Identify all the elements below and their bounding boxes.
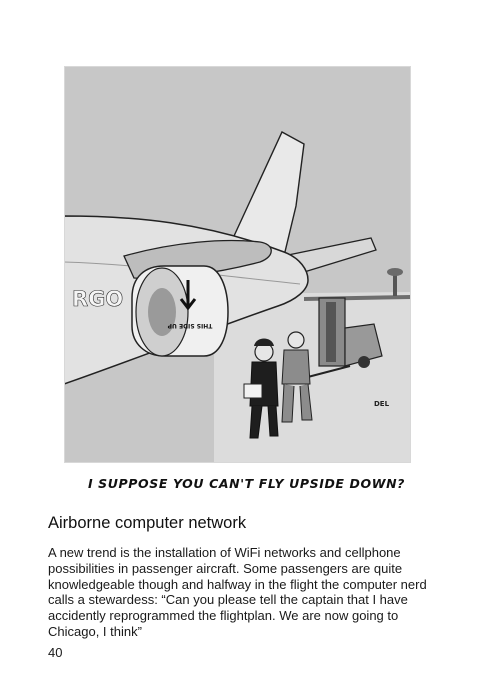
- worker-head: [288, 332, 304, 348]
- page-number: 40: [48, 645, 63, 660]
- artist-signature: DEL: [374, 400, 390, 408]
- body-paragraph: [48, 545, 453, 640]
- body-line: calls a stewardess: “Can you please tell the captain that I have: [48, 592, 408, 608]
- cartoon-illustration: [64, 66, 411, 463]
- cartoon-caption: I SUPPOSE YOU CAN'T FLY UPSIDE DOWN?: [87, 476, 406, 491]
- body-line: possibilities in passenger aircraft. Some passengers are quite: [48, 560, 403, 576]
- engine-label: THIS SIDE UP: [167, 322, 213, 329]
- cartoon-svg: [64, 66, 411, 463]
- body-line: knowledgeable though and halfway in the flight the computer nerd: [48, 576, 427, 592]
- body-line: accidently reprogrammed the flightplan. We are now going to: [48, 608, 399, 624]
- worker-torso: [282, 350, 310, 384]
- loader-frame: [326, 302, 336, 362]
- tower-top: [387, 268, 403, 276]
- loader-wheel: [358, 356, 370, 368]
- body-line: A new trend is the installation of WiFi networks and cellphone: [48, 545, 401, 560]
- section-heading: Airborne computer network: [48, 514, 247, 532]
- body-line: Chicago, I think”: [48, 623, 142, 639]
- tower-mast: [393, 274, 397, 296]
- clipboard: [244, 384, 262, 398]
- fuselage-lettering: RGO: [72, 287, 124, 311]
